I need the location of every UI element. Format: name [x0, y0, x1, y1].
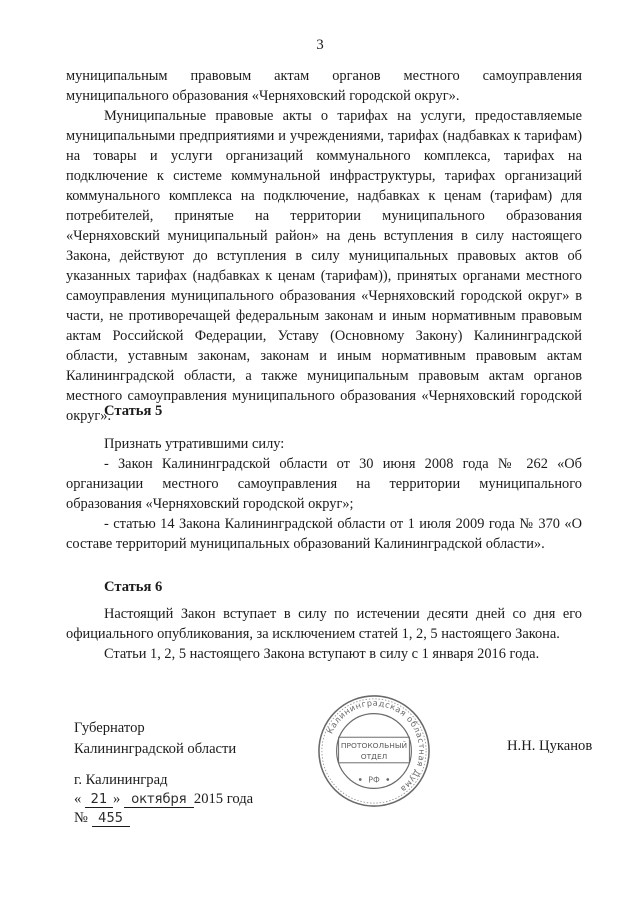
stamp-bottom-text: РФ — [368, 775, 380, 785]
article-6-heading: Статья 6 — [104, 579, 163, 595]
article-6-paragraph-1: Настоящий Закон вступает в силу по истечении десяти дней со дня его официального опубликования, за исключением статей 1, 2, 5 настоящего Закона. — [66, 606, 582, 642]
signatory-title — [74, 718, 236, 760]
article-5-body — [66, 434, 582, 554]
stamp-ring-text: Калининградская областная Дума — [324, 697, 428, 795]
number-value: 455 — [92, 811, 130, 827]
paragraph-tariff-acts — [66, 106, 582, 426]
article-5-item-2: - статью 14 Закона Калининградской области от 1 июля 2009 года № 370 «О составе территорий муниципальных образований Калининградской области». — [66, 516, 582, 552]
paragraph-text: муниципальным правовым актам органов местного самоуправления муниципального образования «Черняховский городской округ». — [66, 68, 582, 104]
paragraph-text: Муниципальные правовые акты о тарифах на услуги, предоставляемые муниципальными предприятиями и учреждениями, тарифах (надбавках к тарифам) на товары и услуги организаций коммунального комплекса, тарифах на подключение к системе коммунальной инфраструктуры, тарифах организаций коммунального комплекса на подключение, надбавках к ценам (тарифам) для потребителей, принятые на территории муниципального образования «Черняховский муниципальный район» на день вступления в силу настоящего Закона, действуют до вступления в силу муниципальных правовых актов об указанных тарифах (надбавках к ценам (тарифам)), принятых органами местного самоуправления муниципального образования «Черняховский городской округ» в части, не противоречащей федеральным законам и иным нормативным правовым актам Российской Федерации, Уставу (Основному Закону) Калининградской области, уставным законам, законам и иным нормативным правовым актам Калининградской области, а также муниципальным правовым актам органов местного самоуправления муниципального образования «Черняховский городской округ». — [66, 108, 582, 424]
signatory-title-line-2: Калининградской области — [74, 741, 237, 757]
article-5-item-1: - Закон Калининградской области от 30 июня 2008 года № 262 «Об организации местного самоуправления на территории муниципального образования «Черняховский городской округ»; — [66, 456, 582, 512]
date-month: октября — [124, 792, 194, 808]
stamp-center-line-2: ОТДЕЛ — [360, 751, 388, 761]
date-close-quote: » — [112, 791, 121, 807]
paragraph-continuation — [66, 66, 582, 106]
date-day: 21 — [85, 792, 113, 808]
date-open-quote: « — [74, 791, 82, 807]
signing-date — [74, 790, 253, 808]
signatory-title-line-1: Губернатор — [74, 720, 145, 736]
date-year: 2015 года — [193, 791, 254, 807]
stamp-center-line-1: ПРОТОКОЛЬНЫЙ — [340, 741, 408, 751]
article-6-paragraph-2: Статьи 1, 2, 5 настоящего Закона вступают в силу с 1 января 2016 года. — [104, 646, 540, 662]
place-of-signing: г. Калининград — [74, 772, 168, 788]
article-5-intro: Признать утратившими силу: — [104, 436, 285, 452]
law-number — [74, 809, 130, 827]
number-sign: № — [74, 810, 88, 826]
page-number: 3 — [316, 37, 324, 53]
article-5-heading: Статья 5 — [104, 403, 163, 419]
seal-stamp-icon — [315, 692, 433, 810]
article-6-body — [66, 604, 582, 664]
signatory-name: Н.Н. Цуканов — [507, 738, 593, 754]
